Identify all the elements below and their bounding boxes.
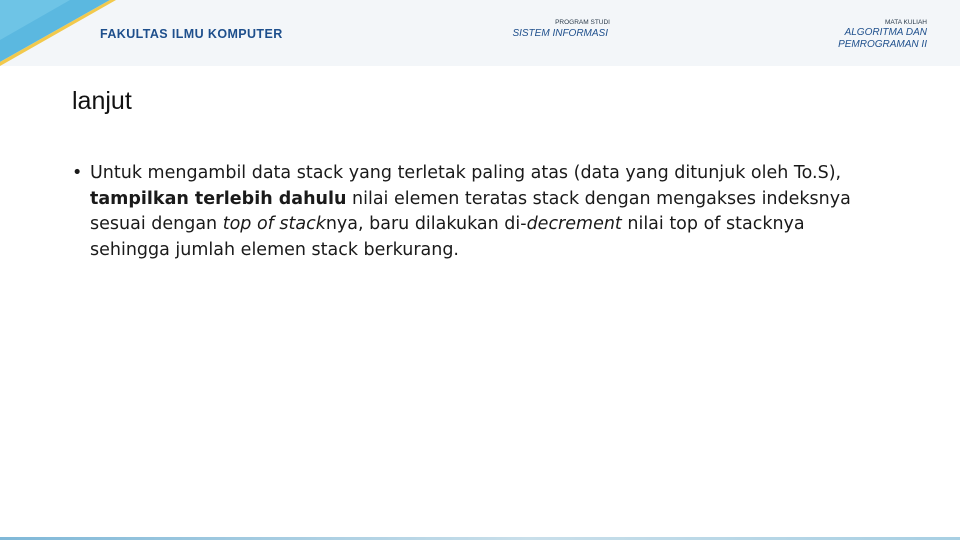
- course-value-line1: ALGORITMA DAN: [844, 27, 927, 38]
- faculty-name: FAKULTAS ILMU KOMPUTER: [100, 27, 283, 41]
- text-segment: nilai elemen teratas stack dengan mengakses indeksnya sesuai dengan: [90, 188, 851, 234]
- program-label: PROGRAM STUDI: [555, 19, 610, 26]
- course-value: [800, 27, 927, 51]
- bullet-item: [72, 161, 872, 263]
- text-segment: nya, baru dilakukan di-: [325, 214, 527, 234]
- italic-phrase: top of stack: [222, 214, 326, 234]
- program-value: SISTEM INFORMASI: [512, 28, 608, 39]
- slide-title: lanjut: [72, 87, 132, 115]
- slide-header: [0, 0, 960, 66]
- text-segment: Untuk mengambil data stack yang terletak paling atas (data yang ditunjuk oleh To.S),: [90, 163, 842, 183]
- italic-term: decrement: [526, 214, 622, 234]
- course-value-line2: PEMROGRAMAN II: [838, 39, 927, 50]
- text-segment: nilai top of stacknya sehingga jumlah elemen stack berkurang.: [90, 214, 805, 260]
- bullet-marker: •: [72, 163, 83, 183]
- course-label: MATA KULIAH: [884, 19, 927, 26]
- bold-phrase: tampilkan terlebih dahulu: [90, 188, 347, 209]
- bullet-text: [90, 161, 872, 263]
- slide-body: [72, 161, 872, 263]
